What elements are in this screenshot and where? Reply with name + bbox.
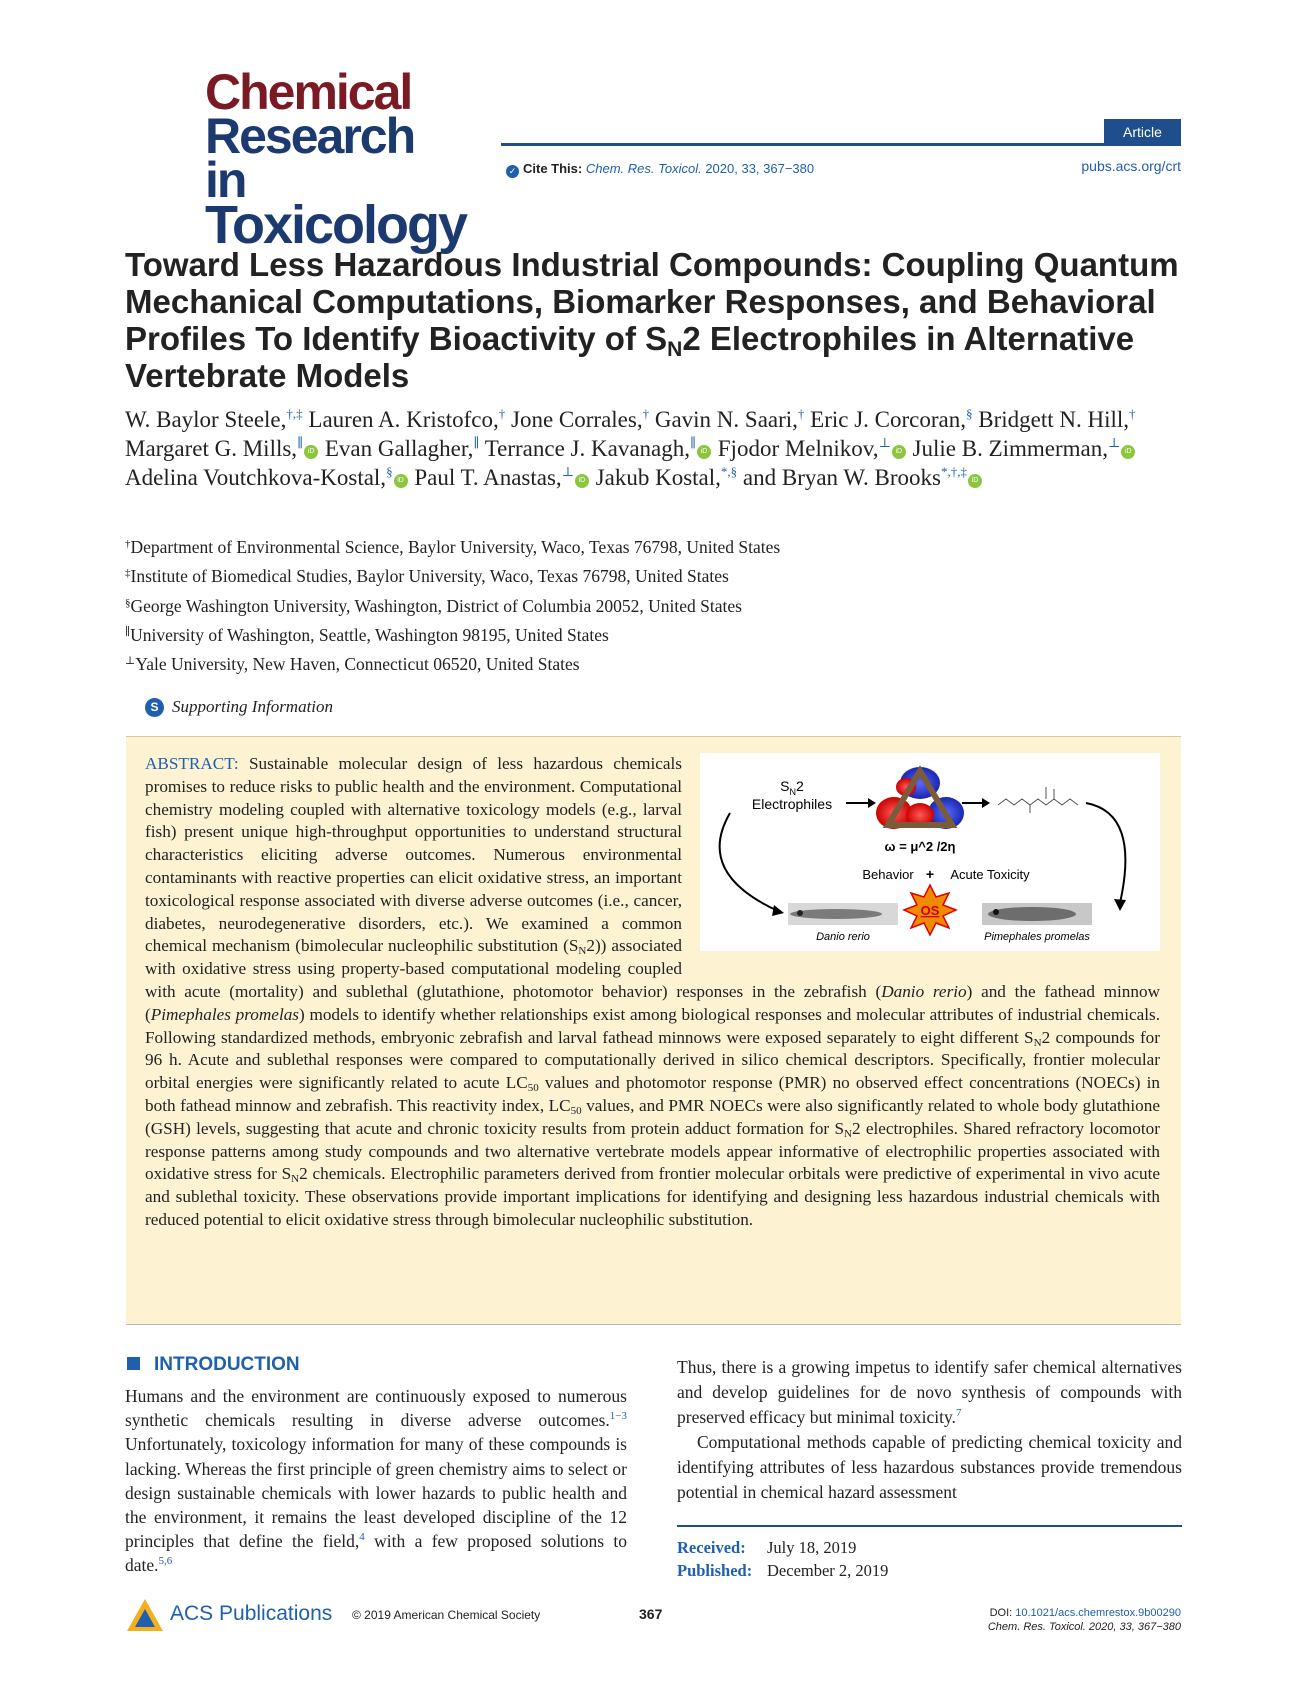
affiliation: §George Washington University, Washington, District of Columbia 20052, United States (125, 596, 742, 616)
supporting-info-icon: S (145, 698, 164, 717)
article-type-badge: Article (1104, 119, 1181, 145)
journal-logo (205, 64, 467, 255)
author[interactable]: Evan Gallagher,∥ (324, 435, 480, 461)
author[interactable]: Julie B. Zimmerman,⊥iD (913, 436, 1137, 461)
acute-toxicity-label: Acute Toxicity (950, 867, 1030, 882)
toc-graphic-svg (700, 753, 1160, 951)
author[interactable]: Paul T. Anastas,⊥iD (414, 465, 590, 490)
received-date: Received: July 18, 2019 (677, 1538, 857, 1557)
affiliation: ∥University of Washington, Seattle, Washington 98195, United States (125, 625, 609, 645)
author[interactable]: Bridgett N. Hill,† (978, 406, 1136, 432)
affiliation: ‡Institute of Biomedical Studies, Baylor University, Waco, Texas 76798, United States (125, 566, 729, 586)
orcid-icon[interactable]: iD (968, 474, 982, 488)
plus-sign: + (925, 866, 935, 882)
reference-link[interactable]: 4 (359, 1531, 365, 1544)
author[interactable]: Margaret G. Mills,∥iD (125, 436, 319, 461)
footer-citation: Chem. Res. Toxicol. 2020, 33, 367−380 (987, 1621, 1181, 1633)
author[interactable]: Adelina Voutchkova-Kostal,§iD (125, 465, 409, 490)
affiliation: ⊥Yale University, New Haven, Connecticut 06520, United States (125, 654, 580, 674)
author[interactable]: Jakub Kostal,*,§ (595, 464, 738, 490)
orcid-icon[interactable]: iD (575, 474, 589, 488)
intro-column-right (677, 1355, 1182, 1505)
fathead-minnow-image (982, 903, 1092, 925)
cite-this[interactable] (506, 161, 814, 178)
author[interactable]: and Bryan W. Brooks*,†,‡iD (743, 465, 983, 490)
toc-arrowhead (982, 798, 990, 808)
paper-title: Toward Less Hazardous Industrial Compounds: Coupling Quantum Mechanical Computations, Biomarker Responses, and Behavioral Profiles To Identify Bioactivity of $S_N2$ Electrophiles in Alternative Vertebrate Models (125, 246, 1179, 394)
zebrafish-image (788, 903, 898, 925)
glutathione-structure-icon (998, 787, 1078, 813)
orcid-icon[interactable]: iD (697, 445, 711, 459)
section-square-icon (127, 1357, 140, 1370)
toc-arrowhead (868, 798, 876, 808)
header-rule (501, 143, 1181, 146)
cite-journal[interactable]: Chem. Res. Toxicol. (585, 161, 702, 176)
author[interactable]: Jone Corrales,† (511, 406, 650, 432)
cite-volume[interactable]: 2020, 33, 367−380 (705, 161, 815, 176)
author[interactable]: Terrance J. Kavanagh,∥iD (485, 436, 712, 461)
logo-line-1: Chemical (205, 64, 412, 120)
author[interactable]: Fjodor Melnikov,⊥iD (718, 436, 907, 461)
intro-paragraph: Humans and the environment are continuously exposed to numerous synthetic chemicals resulting in diverse adverse outcomes.$^{1-3}$ Unfortunately, toxicology information for many of these compounds is lacking. Whereas the first principle of green chemistry aims to select or design sustainable chemicals with lower hazards to public health and the environment, it remains the least developed discipline of the 12 principles that define the field,$^4$ with a few proposed solutions to date.$^{5,6}$ (125, 1386, 627, 1576)
fathead-minnow-label: Pimephales promelas (984, 931, 1090, 943)
orcid-icon[interactable]: iD (394, 474, 408, 488)
author[interactable]: Gavin N. Saari,† (654, 406, 805, 432)
abstract-text: $S_N2$ Electrophiles ω = μ^2 /2η Behavior + Acute Toxicity OS Danio rerio Pimephales promelas ABSTRACT: Sustainable molecular design of less hazardous chemicals promises to reduce risks to public health and the environment. Computational chemistry modeling coupled with alternative toxicology models (e.g., larval fish) present unique high-throughput opportunities to understand structural characteristics eliciting adverse outcomes. Numerous environmental contaminants with reactive properties can elicit oxidative stress, an important toxicological response associated with diverse adverse outcomes (i.e., cancer, diabetes, neurodegenerative disorders, etc.). We examined a common chemical mechanism (bimolecular nucleophilic substitution $(S_N2)$) associated with oxidative stress using property-based computational modeling coupled with acute (mortality) and sublethal (glutathione, photomotor behavior) responses in the zebrafish (Danio rerio) and the fathead minnow (Pimephales promelas) models to identify whether relationships exist among biological responses and molecular attributes of industrial chemicals. Following standardized methods, embryonic zebrafish and larval fathead minnows were exposed separately to eight different $S_N2$ compounds for 96 h. Acute and sublethal responses were compared to computationally derived in silico chemical descriptors. Specifically, frontier molecular orbital energies were significantly related to acute $LC_{50}$ values and photomotor response (PMR) no observed effect concentrations (NOECs) in both fathead minnow and zebrafish. This reactivity index, $LC_{50}$ values, and PMR NOECs were also significantly related to whole body glutathione (GSH) levels, suggesting that acute and chronic toxicity results from protein adduct formation for $S_N2$ electrophiles. Shared refractory locomotor response patterns among study compounds and two alternative vertebrate models appear informative of electrophilic properties associated with oxidative stress for $S_N2$ chemicals. Electrophilic parameters derived from frontier molecular orbitals were predictive of experimental in vivo acute and sublethal toxicity. These observations provide important implications for identifying and designing less hazardous industrial chemicals with reduced potential to elicit oxidative stress through bimolecular nucleophilic substitution. (145, 754, 1160, 1229)
affiliation: †Department of Environmental Science, Baylor University, Waco, Texas 76798, United States (125, 537, 781, 557)
cite-label: Cite This: (523, 161, 583, 176)
intro-column-left (125, 1384, 627, 1578)
toc-arrowhead (772, 905, 784, 916)
check-icon: ✓ (506, 165, 519, 178)
os-label: OS (920, 903, 940, 918)
electrophilicity-formula: ω = μ^2 /2η (884, 839, 956, 854)
journal-url-link[interactable]: pubs.acs.org/crt (1081, 158, 1181, 174)
reference-link[interactable]: 5,6 (158, 1555, 173, 1568)
zebrafish-label: Danio rerio (816, 931, 870, 943)
dates-rule (677, 1525, 1182, 1527)
orbital-icon (876, 767, 964, 829)
toc-sn2-label: $S_N2$ (780, 778, 804, 797)
acs-logo-icon[interactable] (125, 1597, 165, 1640)
author-list (125, 405, 1185, 492)
acs-publications-link[interactable]: ACS Publications (170, 1602, 333, 1625)
doi-info: DOI: 10.1021/acs.chemrestox.9b00290 Chem. Res. Toxicol. 2020, 33, 367−380 (987, 1607, 1181, 1633)
author[interactable]: W. Baylor Steele,†,‡ (125, 406, 303, 432)
author[interactable]: Lauren A. Kristofco,† (308, 406, 506, 432)
intro-paragraph: Thus, there is a growing impetus to identify safer chemical alternatives and develop guidelines for de novo synthesis of compounds with preserved efficacy but minimal toxicity.$^7$ (677, 1357, 1182, 1427)
abstract-label: ABSTRACT: (145, 754, 239, 773)
logo-line-2: Research in (205, 108, 415, 208)
doi-link[interactable]: 10.1021/acs.chemrestox.9b00290 (1015, 1607, 1181, 1619)
toc-curved-arrow (720, 813, 778, 911)
reference-link[interactable]: 7 (955, 1407, 962, 1419)
intro-paragraph: Computational methods capable of predicting chemical toxicity and identifying attributes of less hazardous substances provide tremendous potential in chemical hazard assessment (677, 1432, 1182, 1502)
orcid-icon[interactable]: iD (304, 445, 318, 459)
behavior-label: Behavior (862, 867, 914, 882)
published-date: Published: December 2, 2019 (677, 1561, 889, 1580)
reference-link[interactable]: 1−3 (609, 1410, 627, 1423)
page-number: 367 (639, 1606, 663, 1622)
logo-line-3: Toxicology (205, 195, 467, 255)
toc-arrowhead (1114, 899, 1126, 911)
section-heading-introduction: INTRODUCTION (127, 1354, 300, 1376)
toc-electrophiles-label: Electrophiles (751, 796, 833, 812)
orcid-icon[interactable]: iD (1121, 445, 1135, 459)
toc-curved-arrow (1086, 803, 1125, 903)
author[interactable]: Eric J. Corcoran,§ (810, 406, 973, 432)
copyright: © 2019 American Chemical Society (352, 1608, 541, 1622)
toc-graphic (700, 753, 1160, 951)
orcid-icon[interactable]: iD (892, 445, 906, 459)
supporting-information-link[interactable]: S Supporting Information (145, 697, 333, 717)
